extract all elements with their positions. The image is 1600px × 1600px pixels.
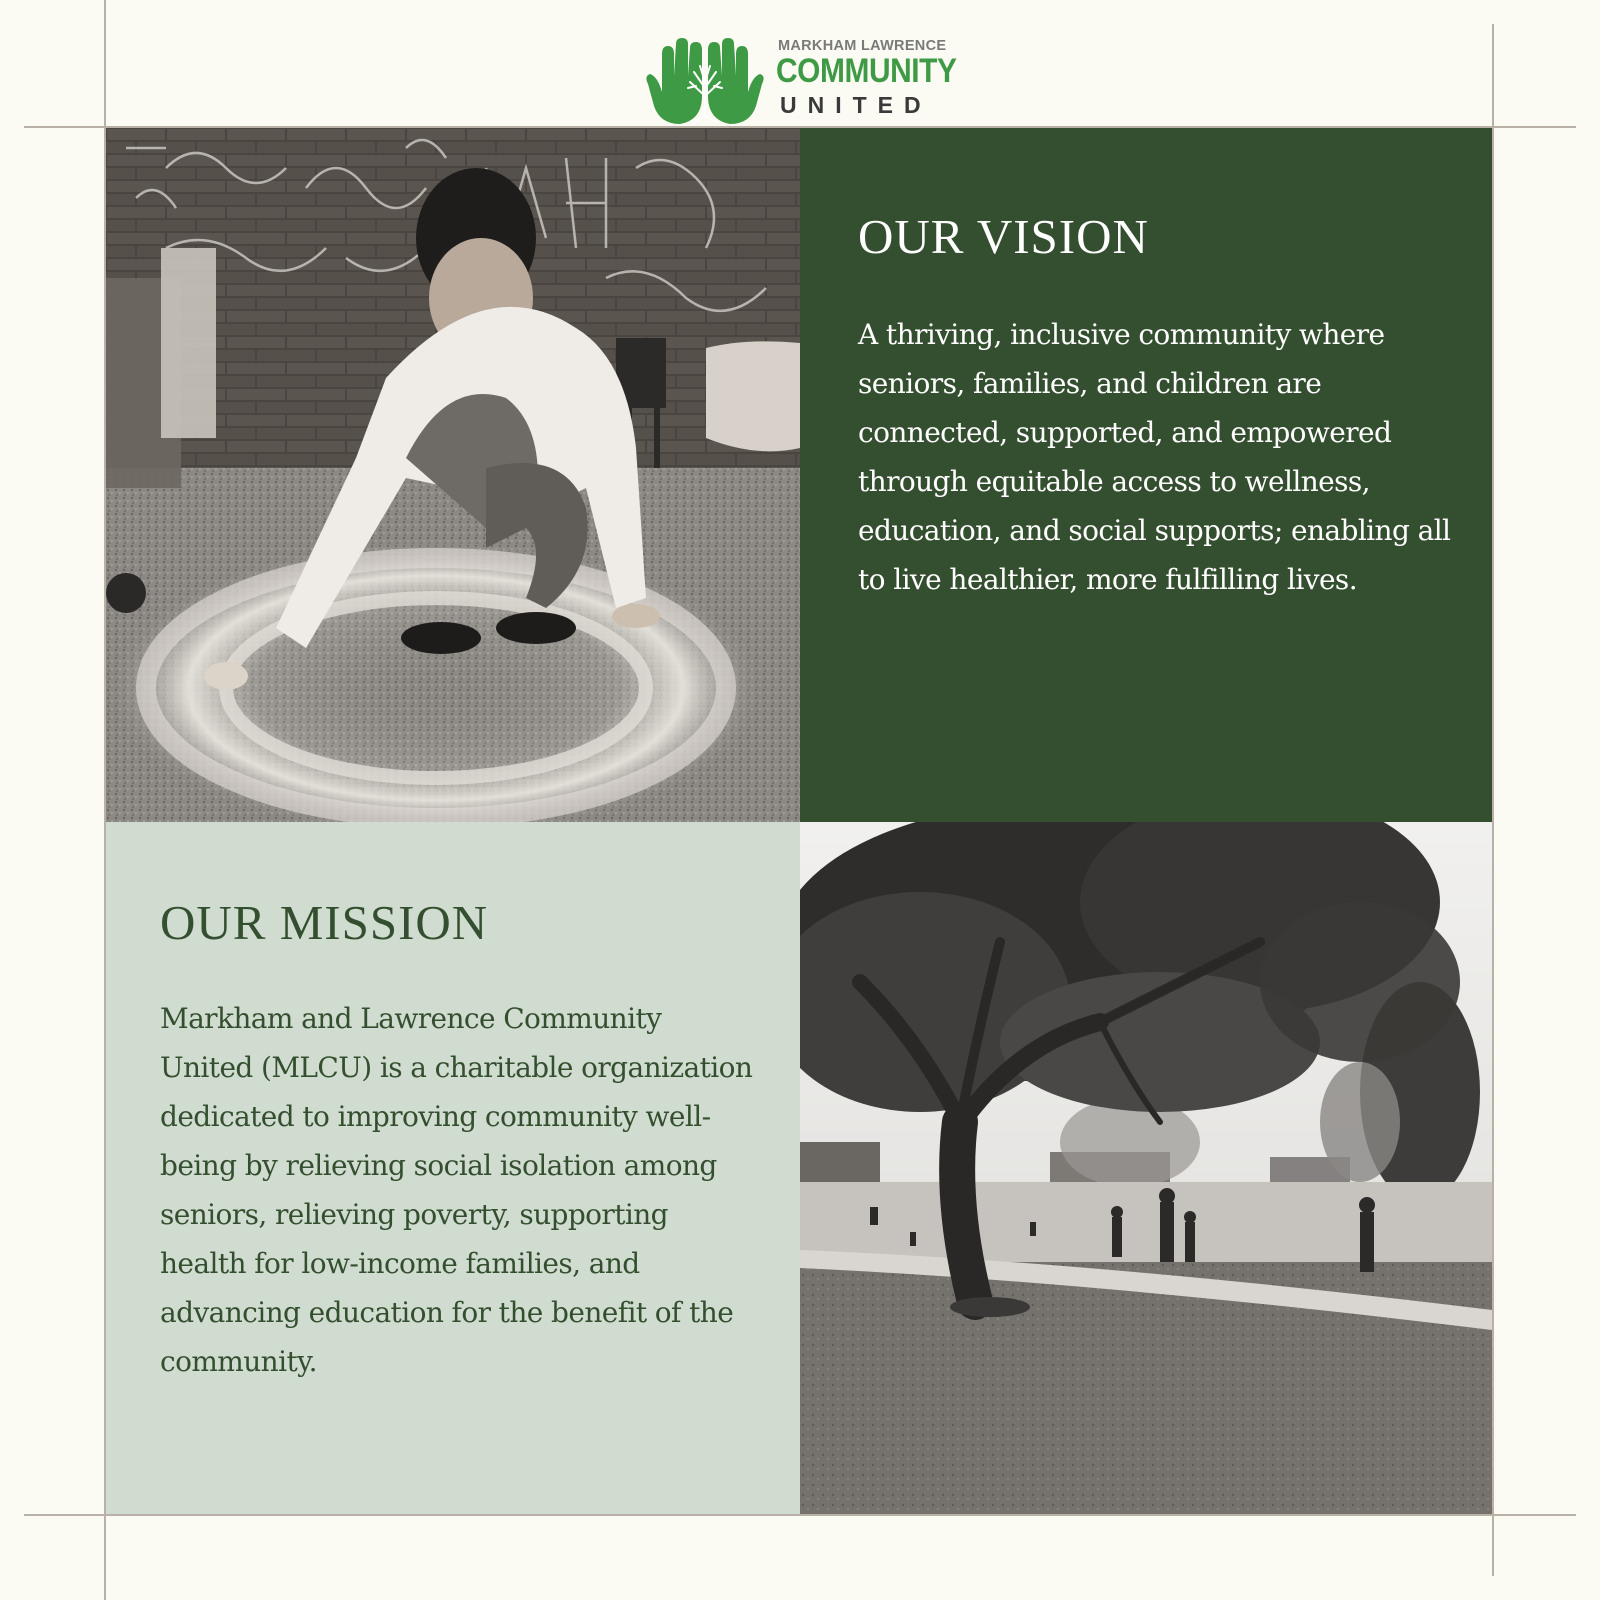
frame-line-right <box>1492 24 1494 1576</box>
frame-line-bottom <box>24 1514 1576 1516</box>
mission-text: Markham and Lawrence Community United (MLCU) is a charitable organization dedicated to improving community well-being by relieving social isolation among seniors, relieving poverty, supporting health for low-income families, and advancing education for the benefit of the community. <box>160 1001 753 1378</box>
logo-line-markham-lawrence: MARKHAM LAWRENCE <box>778 38 947 54</box>
chalk-drawing-photo <box>106 128 800 822</box>
logo-line-united: UNITED <box>780 92 932 118</box>
park-tree-photo <box>800 822 1492 1514</box>
hands-tree-icon <box>640 36 770 126</box>
mission-panel <box>106 822 800 1514</box>
vision-panel <box>800 128 1492 822</box>
mission-heading: OUR MISSION <box>160 895 489 950</box>
vision-text: A thriving, inclusive community where seniors, families, and children are connected, supported, and empowered through equitable access to wellness, education, and social supports; enabling all to live healthier, more fulfilling lives. <box>858 317 1451 596</box>
organization-logo <box>640 36 970 126</box>
logo-line-community: COMMUNITY <box>776 52 957 90</box>
vision-heading: OUR VISION <box>858 209 1149 264</box>
